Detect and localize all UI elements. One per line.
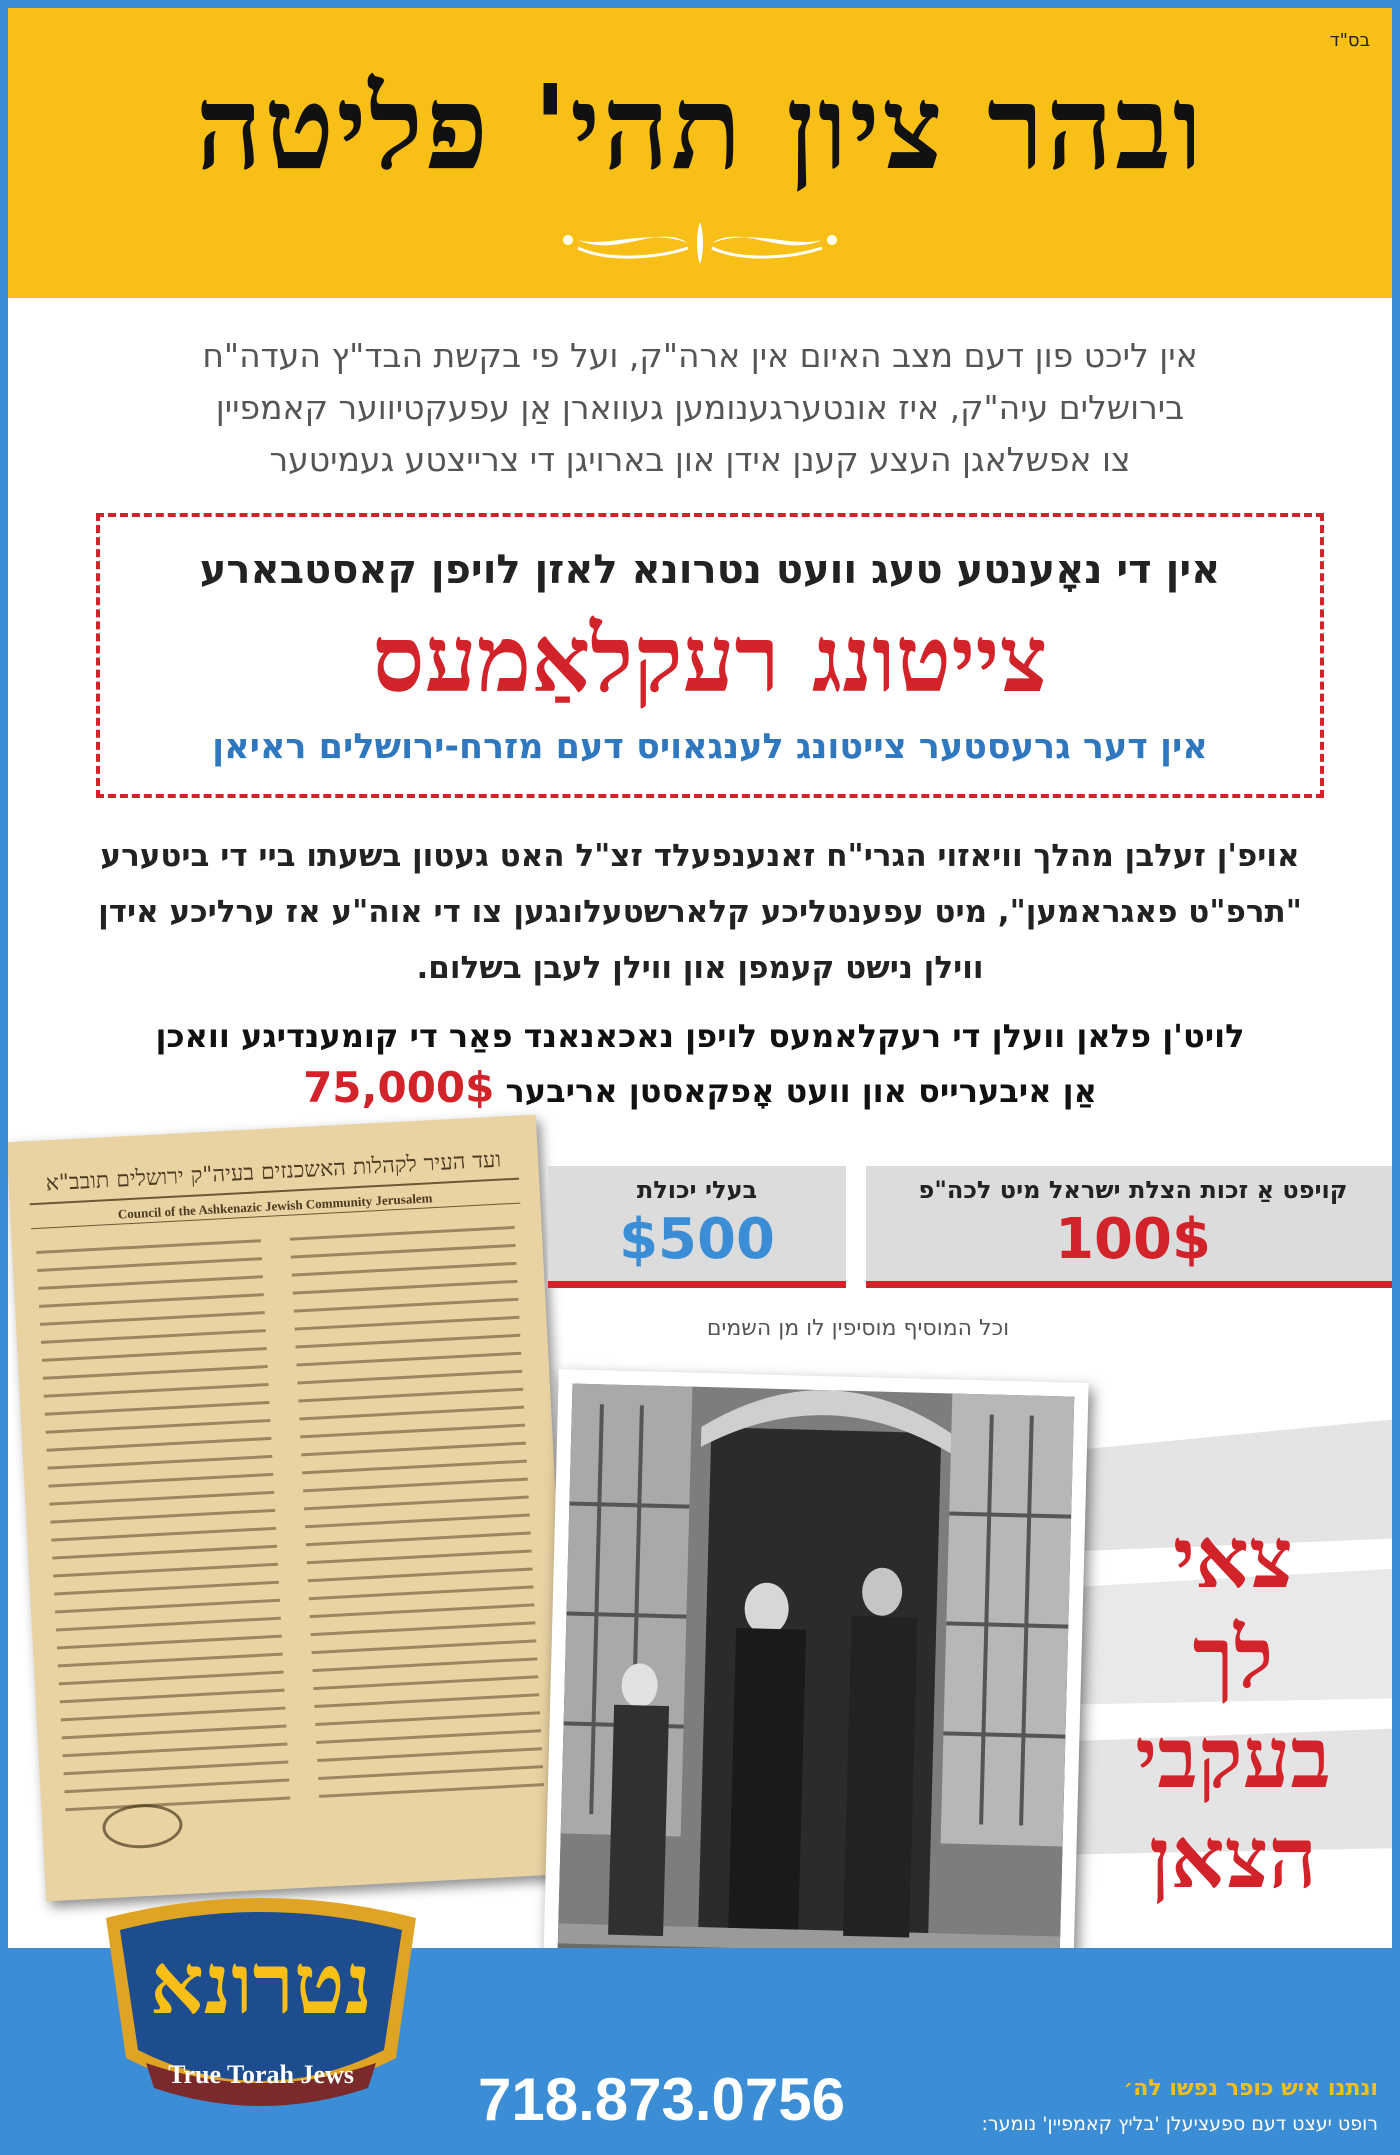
donation-amount: 100$ [1055,1207,1211,1272]
letter-column-right [290,1226,546,1837]
intro-line: בירושלים עיה"ק, איז אונטערגענומען געווארן אַן עפעקטיווער קאמפיין [215,388,1185,427]
intro-line: אין ליכט פון דעם מצב האיום אין ארה"ק, ועל פי בקשת הבד"ץ העדה"ח [202,336,1198,375]
box-headline: צייטונג רעקלאַמעס [372,605,1048,713]
slogan-line: צאי [1173,1508,1293,1607]
intro-text [128,330,1272,486]
donation-tier-generous[interactable] [548,1166,846,1288]
donation-label: בעלי יכולת [636,1176,758,1204]
paragraph-line: "תרפ"ט פאגראמען", מיט עפענטליכע קלארשטעלונגען צו די אוה"ע אז ערליכע אידן [98,894,1302,930]
cost-amount: 75,000$ [303,1063,495,1112]
donation-amount: $500 [619,1207,775,1272]
box-subline: אין דער גרעסטער צייטונג לענגאויס דעם מזרח-ירושלים ראיאן [212,727,1208,767]
cta-line2 [68,1062,1332,1117]
phone-number[interactable]: 718.873.0756 [478,2066,846,2133]
box-intro: אין די נאָענטע טעג וועט נטרונא לאזן לויפן קאסטבארע [199,547,1221,593]
neturei-karta-logo [86,1888,436,2138]
donation-tier-basic[interactable] [866,1166,1400,1288]
bsd-mark: בס"ד [1329,30,1370,51]
logo-tagline: True Torah Jews [168,2060,354,2089]
footer-note: רופט יעצט דעם ספעציעלן 'בליץ קאמפיין' נומער: [981,2113,1378,2135]
photo-scene-icon [556,1384,1075,2039]
slogan-line: בעקבי [1135,1708,1331,1807]
photo-image [556,1384,1075,2039]
cta-line: לויט'ן פלאן וועלן די רעקלאמעס לויפן נאכאנאנד פאַר די קומענדיגע וואכן [155,1017,1245,1055]
blessing-verse: וכל המוסיף מוסיפין לו מן השמים [706,1316,1010,1341]
letter-column-left [36,1239,292,1850]
header-banner [8,8,1392,298]
slogan-text [1088,1508,1378,1908]
main-title: ובהר ציון תהי' פליטה [195,60,1205,196]
intro-line: צו אפשלאגן העצע קענן אידן און בארויגן די צרייצטע געמיטער [269,440,1131,479]
call-to-action [68,1010,1332,1117]
logo-name: נטרונא [149,1934,373,2033]
body-paragraph [68,828,1332,996]
slogan-line: הצאן [1149,1808,1317,1907]
paragraph-line: ווילן נישט קעמפן און ווילן לעבן בשלום. [416,950,984,986]
paragraph-line: אויפ'ן זעלבן מהלך וויאזוי הגרי"ח זאנענפעלד זצ"ל האט געטון בשעתו ביי די ביטערע [100,838,1300,874]
cta-line-text: אַן איבערייס און וועט אָפקאסטן אריבער [505,1072,1097,1110]
donation-label: קויפט אַ זכות הצלת ישראל מיט לכה"פ [918,1176,1348,1204]
letter-header: ועד העיר לקהלות האשכנזים בעיה"ק ירושלים תובב"א [28,1140,519,1206]
announcement-box [96,513,1324,798]
ornament-icon [538,218,862,268]
slogan-line: לך [1192,1608,1274,1707]
footer-verse: ונתנו איש כופר נפשו לה׳ [1123,2076,1378,2101]
historic-letter-image [6,1115,575,1902]
letter-subheader: Council of the Ashkenazic Jewish Community Jerusalem [30,1186,520,1230]
